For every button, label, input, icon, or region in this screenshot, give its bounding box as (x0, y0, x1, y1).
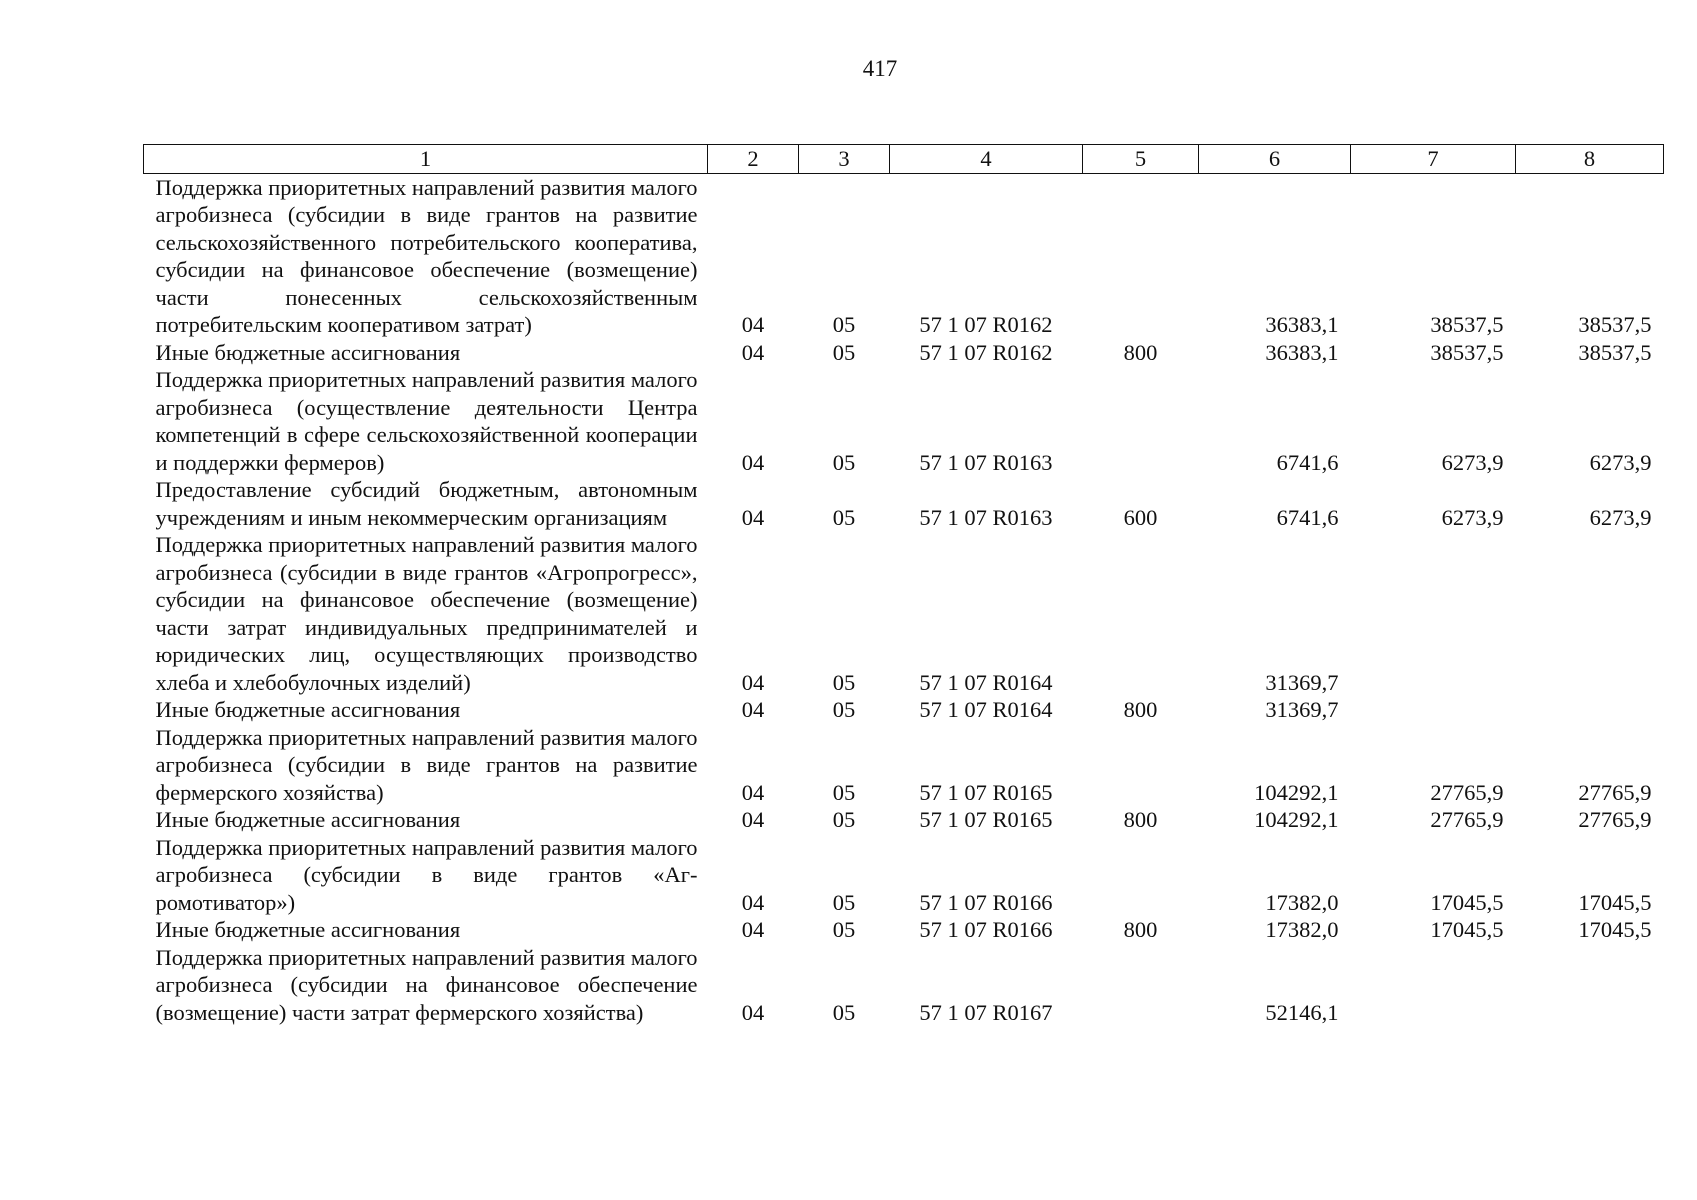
row-section: 04 (741, 449, 765, 475)
row-value-6: 52146,1 (1265, 999, 1339, 1025)
table-row (144, 696, 1664, 724)
header-row (144, 145, 1664, 174)
table-row (144, 531, 1664, 696)
row-name: Поддержка приоритетных направлений развития малого агробизнеса (субсидии в виде грантов «Агропрогресс», субсидии на финансовое обеспечение (возмещение) части затрат индивидуальных предпринимателей и юридических лиц, осуществляющих производство хлеба и хлебобулочных изделий) (155, 532, 698, 695)
row-section: 04 (741, 889, 765, 915)
row-name: Поддержка приоритетных направлений развития малого агробизнеса (субсидии на финансовое обеспечение (возмещение) части затрат фермерского хозяйства) (155, 944, 698, 1025)
table-row (144, 476, 1664, 531)
row-value-8: 38537,5 (1578, 312, 1652, 337)
column-header: 3 (799, 145, 890, 174)
row-value-7: 6273,9 (1441, 504, 1504, 530)
page-number: 417 (862, 56, 898, 81)
row-value-6: 6741,6 (1276, 504, 1339, 530)
row-value-8 (1516, 944, 1664, 1027)
row-expense-type: 600 (1123, 504, 1158, 530)
row-value-8: 6273,9 (1589, 449, 1652, 475)
column-header: 1 (144, 145, 708, 174)
row-target-code: 57 1 07 R0166 (919, 889, 1053, 915)
row-target-code: 57 1 07 R0162 (919, 312, 1053, 337)
row-subsection: 05 (832, 669, 856, 695)
table-row (144, 366, 1664, 476)
row-expense-type (1083, 834, 1199, 917)
table-row (144, 916, 1664, 944)
row-expense-type (1083, 531, 1199, 696)
row-value-6: 17382,0 (1265, 917, 1339, 942)
row-value-8: 27765,9 (1578, 807, 1652, 832)
row-name: Поддержка приоритетных направлений развития малого агробизнеса (субсидии в виде грантов на развитие фермерского хозяйства) (155, 724, 698, 805)
row-name: Поддержка приоритетных направлений развития малого агробизнеса (осуществление деятельности Центра компетенций в сфере сельскохозяйственной кооперации и поддержки фермеров) (155, 367, 698, 475)
table-row (144, 944, 1664, 1027)
row-subsection: 05 (832, 999, 856, 1025)
row-target-code: 57 1 07 R0163 (919, 449, 1053, 475)
row-expense-type: 800 (1123, 697, 1158, 722)
row-name: Поддержка приоритетных направлений развития малого агробизнеса (субсидии в виде грантов «Агромотиватор») (155, 834, 698, 915)
row-section: 04 (741, 697, 765, 722)
row-value-7: 17045,5 (1430, 917, 1504, 942)
row-subsection: 05 (832, 697, 856, 722)
row-value-7: 27765,9 (1430, 807, 1504, 832)
row-target-code: 57 1 07 R0163 (919, 504, 1053, 530)
row-value-8: 17045,5 (1578, 917, 1652, 942)
table-row (144, 173, 1664, 339)
budget-table (143, 144, 1664, 1026)
row-subsection: 05 (832, 449, 856, 475)
row-value-6: 36383,1 (1265, 312, 1339, 337)
row-subsection: 05 (832, 807, 856, 832)
row-expense-type (1083, 366, 1199, 476)
row-subsection: 05 (832, 339, 856, 365)
row-value-6: 17382,0 (1265, 889, 1339, 915)
row-section: 04 (741, 339, 765, 365)
row-value-8: 38537,5 (1578, 339, 1652, 365)
row-section: 04 (741, 779, 765, 805)
column-header: 8 (1516, 145, 1664, 174)
column-header: 5 (1083, 145, 1199, 174)
row-section: 04 (741, 312, 765, 337)
row-subsection: 05 (832, 917, 856, 942)
row-value-6: 31369,7 (1265, 669, 1339, 695)
row-value-8 (1516, 531, 1664, 696)
row-value-7: 38537,5 (1430, 312, 1504, 337)
row-value-6: 104292,1 (1254, 807, 1339, 832)
row-expense-type: 800 (1123, 917, 1158, 942)
row-name: Иные бюджетные ассигнования (155, 697, 461, 722)
column-header: 7 (1351, 145, 1516, 174)
table-row (144, 806, 1664, 834)
row-value-6: 31369,7 (1265, 697, 1339, 722)
row-expense-type (1083, 173, 1199, 339)
row-value-7: 17045,5 (1430, 889, 1504, 915)
row-subsection: 05 (832, 889, 856, 915)
row-target-code: 57 1 07 R0165 (919, 807, 1053, 832)
row-section: 04 (741, 669, 765, 695)
row-target-code: 57 1 07 R0167 (919, 999, 1053, 1025)
row-target-code: 57 1 07 R0164 (919, 697, 1053, 722)
row-target-code: 57 1 07 R0165 (919, 779, 1053, 805)
row-value-8: 27765,9 (1578, 779, 1652, 805)
row-section: 04 (741, 999, 765, 1025)
row-target-code: 57 1 07 R0162 (919, 339, 1053, 365)
row-value-8 (1516, 696, 1664, 724)
table-row (144, 724, 1664, 807)
table-row (144, 834, 1664, 917)
row-target-code: 57 1 07 R0164 (919, 669, 1053, 695)
row-value-7: 6273,9 (1441, 449, 1504, 475)
row-expense-type (1083, 724, 1199, 807)
row-subsection: 05 (832, 312, 856, 337)
column-header: 6 (1199, 145, 1351, 174)
row-name: Предоставление субсидий бюджетным, автономным учреждениям и иным некоммерческим организациям (155, 477, 698, 530)
row-value-8: 17045,5 (1578, 889, 1652, 915)
row-value-6: 6741,6 (1276, 449, 1339, 475)
row-name: Поддержка приоритетных направлений развития малого агробизнеса (субсидии в виде грантов на развитие сельскохозяйственного потребительского кооператива, субсидии на финансовое обеспечение (возмещение) части понесенных сельскохозяйственным потребительским кооперативом затрат) (155, 174, 698, 337)
row-name: Иные бюджетные ассигнования (155, 917, 461, 942)
row-value-6: 36383,1 (1265, 339, 1339, 365)
row-value-7: 27765,9 (1430, 779, 1504, 805)
row-value-7 (1351, 531, 1516, 696)
table-row (144, 339, 1664, 367)
row-name: Иные бюджетные ассигнования (155, 807, 461, 832)
row-section: 04 (741, 807, 765, 832)
row-value-7: 38537,5 (1430, 339, 1504, 365)
row-subsection: 05 (832, 779, 856, 805)
row-value-8: 6273,9 (1589, 504, 1652, 530)
row-subsection: 05 (832, 504, 856, 530)
row-value-7 (1351, 944, 1516, 1027)
row-value-6: 104292,1 (1254, 779, 1339, 805)
row-value-7 (1351, 696, 1516, 724)
row-expense-type: 800 (1123, 807, 1158, 832)
row-expense-type (1083, 944, 1199, 1027)
row-section: 04 (741, 917, 765, 942)
column-header: 2 (708, 145, 799, 174)
column-header: 4 (890, 145, 1083, 174)
row-expense-type: 800 (1123, 339, 1158, 365)
row-name: Иные бюджетные ассигнования (155, 339, 461, 365)
row-section: 04 (741, 504, 765, 530)
row-target-code: 57 1 07 R0166 (919, 917, 1053, 942)
